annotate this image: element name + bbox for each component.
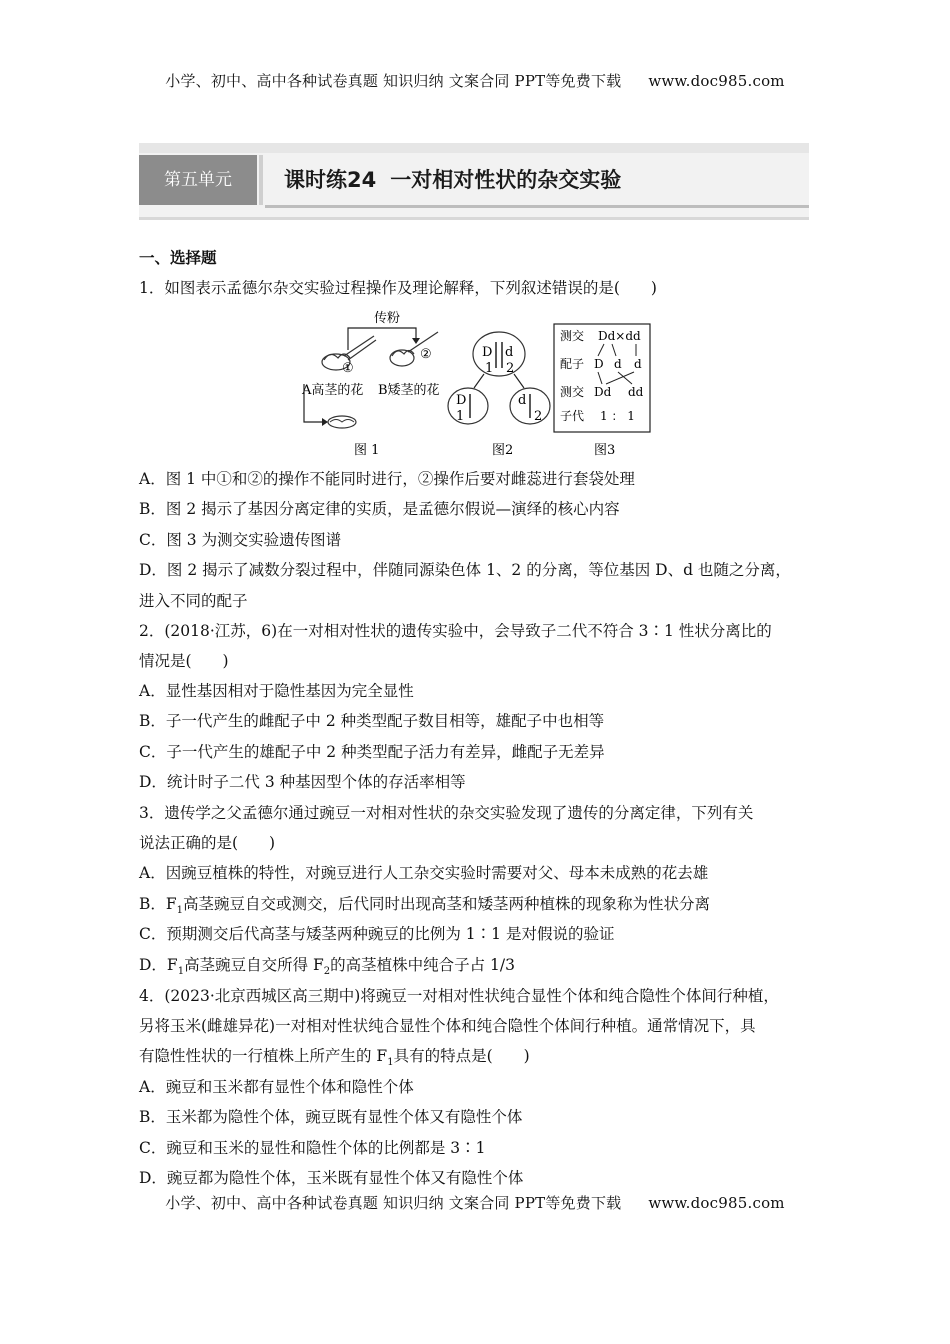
fig2-br-gene: d [518,393,527,408]
q1-figure [296,310,656,460]
fig3-label: 图3 [594,443,616,458]
q4-option-b: B．玉米都为隐性个体，豌豆既有显性个体又有隐性个体 [139,1108,523,1126]
q1-option-b: B．图 2 揭示了基因分离定律的实质，是孟德尔假说—演绎的核心内容 [139,500,620,518]
fig3-offspring-dd2: dd [628,385,644,399]
title-banner [139,143,809,220]
q1-option-c: C．图 3 为测交实验遗传图谱 [139,531,342,549]
fig1-flower-b-label: B矮茎的花 [378,383,440,398]
fig3-row2-label: 配子 [560,357,585,371]
q3-stem: 3．遗传学之父孟德尔通过豌豆一对相对性状的杂交实验发现了遗传的分离定律，下列有关 [139,804,754,822]
fig3-ratio: 1 ： 1 [600,409,635,423]
fig2-br-num: 2 [534,409,543,424]
fig3-row1-label: 测交 [560,329,585,343]
fig2-label: 图2 [492,443,514,458]
fig1-flower-a-label: A高茎的花 [302,383,364,398]
unit-label: 第五单元 [139,155,257,205]
fig1-step1: ① [342,361,354,376]
fig3-diagram [554,324,650,458]
page-footer [0,1192,950,1213]
fig3-row4-label: 子代 [560,409,585,423]
q3-option-c: C．预期测交后代高茎与矮茎两种豌豆的比例为 1∶1 是对假说的验证 [139,925,615,943]
fig2-parent-cell [473,332,525,376]
q2-option-c: C．子一代产生的雄配子中 2 种类型配子活力有差异，雌配子无差异 [139,743,605,761]
fig3-gamete-d: D [594,357,604,371]
fig2-bl-num: 1 [456,409,465,424]
footer-url[interactable]: www.doc985.com [648,1194,785,1212]
footer-text: 小学、初中、高中各种试卷真题 知识归纳 文案合同 PPT等免费下载 [165,1194,622,1212]
fig2-top-gene-lower-d: d [505,345,514,360]
figure-svg [296,310,656,460]
lesson-topic: 一对相对性状的杂交实验 [390,168,622,192]
q1-option-d-cont: 进入不同的配子 [139,592,248,610]
q2-option-a: A．显性基因相对于隐性基因为完全显性 [139,682,414,700]
fig2-diagram [448,332,550,458]
fig3-gamete-d3: d [634,357,642,371]
page-header [0,70,950,91]
q1-option-d: D．图 2 揭示了减数分裂过程中，伴随同源染色体 1、2 的分离，等位基因 D、d 也随之分离， [139,561,791,579]
q3-stem-cont: 说法正确的是( ) [139,834,276,852]
q2-option-b: B．子一代产生的雌配子中 2 种类型配子数目相等，雄配子中也相等 [139,712,605,730]
fig3-gamete-d2: d [614,357,622,371]
banner-shade [139,143,809,153]
fig1-arrowhead [412,338,420,344]
fig2-top-gene-d: D [482,345,493,360]
q4-option-c: C．豌豆和玉米的显性和隐性个体的比例都是 3∶1 [139,1139,486,1157]
section-heading: 一、选择题 [139,249,217,267]
fig1-diagram [301,310,440,458]
q2-option-d: D．统计时子二代 3 种基因型个体的存活率相等 [139,773,466,791]
fig3-cross: Dd×dd [598,329,641,343]
fig3-offspring-dd: Dd [594,385,612,399]
fig3-row3-label: 测交 [560,385,585,399]
q4-option-a: A．豌豆和玉米都有显性个体和隐性个体 [139,1078,414,1096]
q3-option-b: B．$F_1$高茎豌豆自交或测交，后代同时出现高茎和矮茎两种植株的现象称为性状分离 [139,895,711,917]
q4-option-d: D．豌豆都为隐性个体，玉米既有显性个体又有隐性个体 [139,1169,524,1187]
title-separator [259,155,263,205]
header-text: 小学、初中、高中各种试卷真题 知识归纳 文案合同 PPT等免费下载 [165,72,622,90]
lesson-number: 课时练24 [284,168,377,192]
q4-stem: 4．(2023·北京西城区高三期中)将豌豆一对相对性状纯合显性个体和纯合隐性个体间行种植， [139,987,779,1005]
title-underline [265,205,809,208]
lesson-title [284,155,621,205]
q1-stem: 1．如图表示孟德尔杂交实验过程操作及理论解释，下列叙述错误的是( ) [139,279,657,297]
q4-stem-cont: 另将玉米(雌雄异花)一对相对性状纯合显性个体和纯合隐性个体间行种植。通常情况下，具 [139,1017,756,1035]
header-url[interactable]: www.doc985.com [648,72,785,90]
fig2-top-num1: 1 [485,361,494,376]
q2-stem: 2．(2018·江苏，6)在一对相对性状的遗传实验中，会导致子二代不符合 3∶1 性状分离比的 [139,622,772,640]
fig2-daughter-cell-1 [448,388,488,424]
q3-option-a: A．因豌豆植株的特性，对豌豆进行人工杂交实验时需要对父、母本未成熟的花去雄 [139,864,709,882]
q3-option-d: D．$F_1$高茎豌豆自交所得 $F_2$的高茎植株中纯合子占 1/3 [139,956,515,978]
q1-option-a: A．图 1 中①和②的操作不能同时进行，②操作后要对雌蕊进行套袋处理 [139,470,635,488]
fig2-top-num2: 2 [506,361,515,376]
fig1-step2: ② [420,347,432,362]
q2-stem-cont: 情况是( ) [139,652,229,670]
fig2-bl-gene: D [456,393,467,408]
fig1-label: 图 1 [354,443,380,458]
q4-stem-cont2: 有隐性性状的一行植株上所产生的 $F_1$具有的特点是( ) [139,1047,530,1069]
fig1-pollination-label: 传粉 [374,311,401,326]
